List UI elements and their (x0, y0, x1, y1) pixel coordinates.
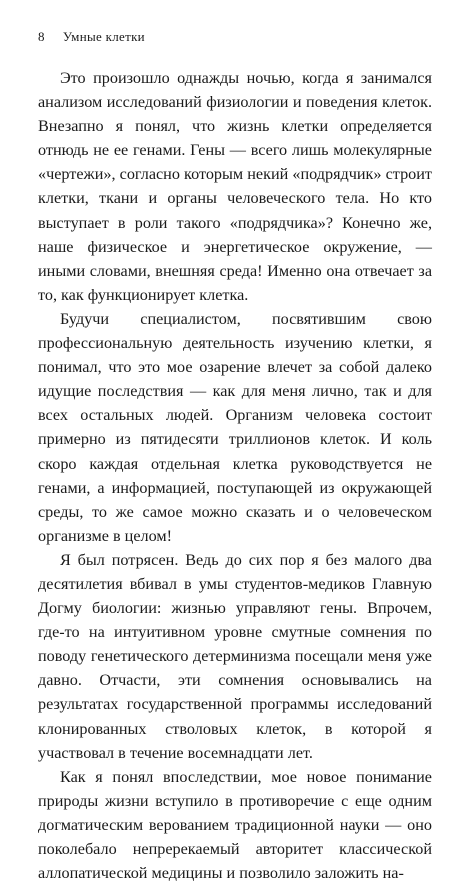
paragraph: Я был потрясен. Ведь до сих пор я без малого два десятилетия вбивал в умы студентов-медиков Главную Догму биологии: жизнью управляют гены. Впрочем, где-то на интуитивном уровне смутные сомнения по поводу генетического детерминизма посещали меня уже давно. Отчасти, эти сомнения основывались на результатах государственной программы исследований клонированных стволовых клеток, в которой я участвовал в течение восемнадцати лет. (38, 550, 432, 762)
running-header (38, 29, 145, 45)
paragraph: Как я понял впоследствии, мое новое понимание природы жизни вступило в противоречие с еще одним догматическим верованием традиционной науки — оно поколебало непререкаемый авторитет классической аллопатической медицины и позволило заложить на- (38, 767, 432, 883)
running-title: Умные клетки (62, 29, 145, 44)
paragraph: Это произошло однажды ночью, когда я занимался анализом исследований физиологии и поведения клеток. Внезапно я понял, что жизнь клетки определяется отнюдь не ее генами. Гены — всего лишь молекулярные «чертежи», согласно которым некий «подрядчик» строит клетки, ткани и органы человеческого тела. Но кто выступает в роли такого «подрядчика»? Конечно же, наше физическое и энергетическое окружение, — иными словами, внешняя среда! Именно она отвечает за то, как функционирует клетка. (38, 69, 432, 304)
paragraph: Будучи специалистом, посвятившим свою профессиональную деятельность изучению клетки, я понимал, что это мое озарение влечет за собой далеко идущие последствия — как для меня лично, так и для всех остальных людей. Организм человека состоит примерно из пятидесяти триллионов клеток. И коль скоро каждая отдельная клетка руководствуется не генами, а информацией, поступающей из окружающей среды, то же самое можно сказать и о человеческом организме в целом! (38, 309, 432, 545)
page-number: 8 (38, 29, 45, 44)
body-text (38, 66, 432, 885)
